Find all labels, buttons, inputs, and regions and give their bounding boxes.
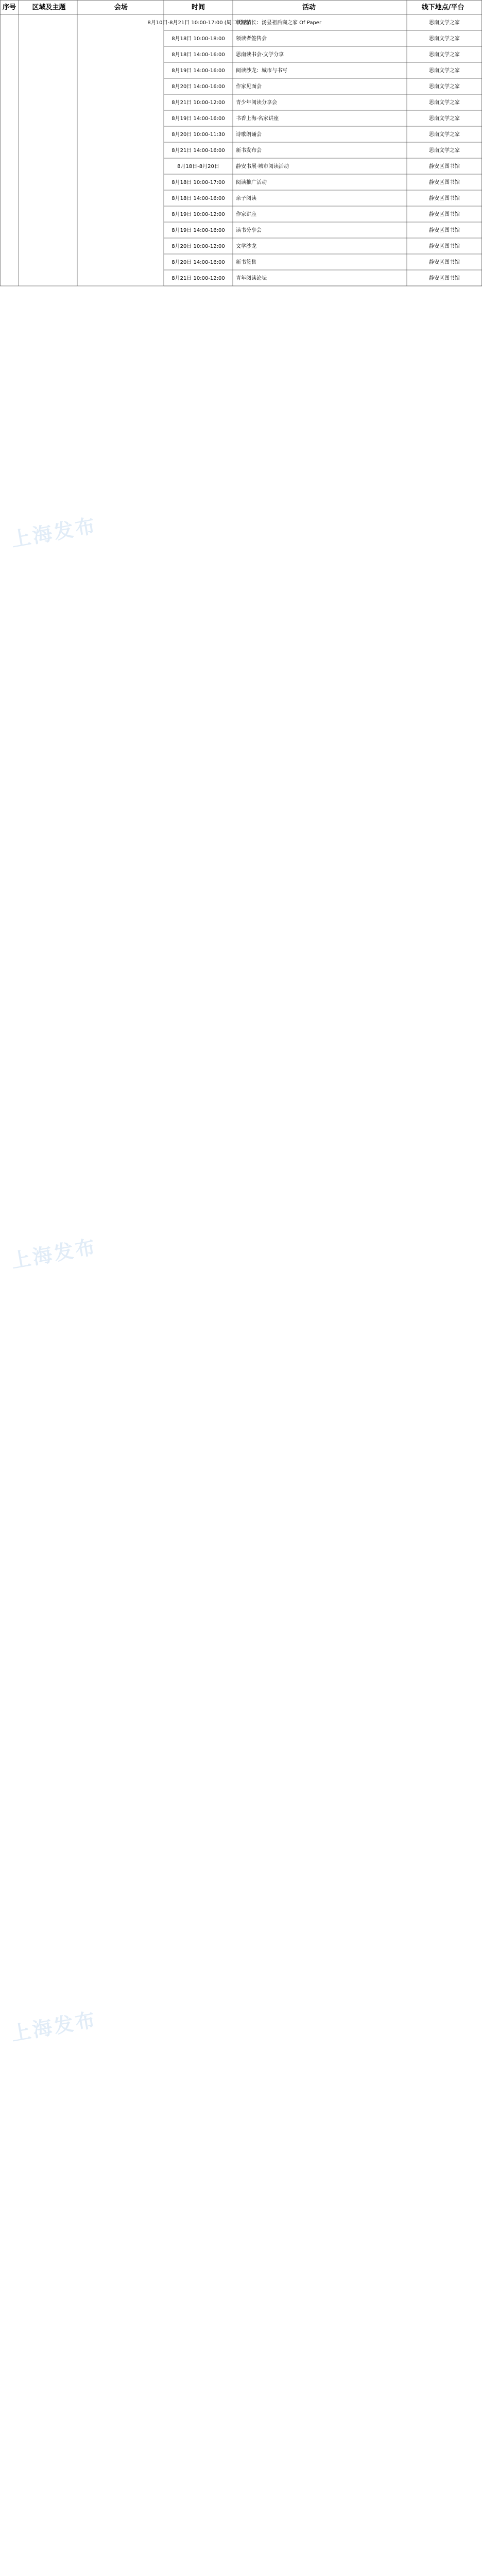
header-time: 时间 — [191, 4, 205, 11]
event-location: 思南文学之家 — [429, 84, 460, 90]
event-time: 8月18日-8月20日 — [177, 164, 219, 170]
event-location: 静安区图书馆 — [429, 276, 460, 281]
event-time: 8月18日 10:00-18:00 — [171, 36, 225, 42]
event-title: 阅读推广活动 — [236, 180, 267, 185]
header-venue: 会场 — [114, 4, 128, 11]
event-location: 静安区图书馆 — [429, 260, 460, 265]
event-time: 8月19日 14:00-16:00 — [171, 68, 225, 74]
event-location: 静安区图书馆 — [429, 212, 460, 217]
event-location: 思南文学之家 — [429, 68, 460, 74]
event-title: 新书发布会 — [236, 148, 262, 154]
event-title: 书香上海·名家讲座 — [236, 116, 279, 122]
event-title: 诗歌朗诵会 — [236, 132, 262, 138]
event-title: 作家见面会 — [236, 84, 262, 90]
event-time: 8月19日 14:00-16:00 — [171, 116, 225, 122]
header-index: 序号 — [2, 4, 16, 11]
event-title: 新书签售 — [236, 260, 256, 265]
watermark: 上海发布 — [9, 1235, 99, 1273]
event-time: 8月21日 14:00-16:00 — [171, 148, 225, 154]
watermark: 上海发布 — [9, 514, 99, 551]
header-location: 线下地点/平台 — [421, 4, 464, 11]
watermark: 上海发布 — [9, 2008, 99, 2045]
header-district: 区域及主题 — [32, 4, 66, 11]
event-location: 思南文学之家 — [429, 132, 460, 138]
event-location: 思南文学之家 — [429, 100, 460, 106]
event-title: 文学沙龙 — [236, 244, 256, 249]
event-title: 领读者签售会 — [236, 36, 267, 42]
event-location: 静安区图书馆 — [429, 228, 460, 233]
event-location: 思南文学之家 — [429, 36, 460, 42]
event-time: 8月21日 10:00-12:00 — [171, 100, 225, 106]
event-location: 静安区图书馆 — [429, 164, 460, 170]
event-time: 8月20日 10:00-11:30 — [171, 132, 225, 138]
event-location: 静安区图书馆 — [429, 180, 460, 185]
event-title: 思南读书会·文学分享 — [236, 52, 284, 58]
event-time: 8月19日 10:00-12:00 — [171, 212, 225, 217]
event-time: 8月18日 14:00-16:00 — [171, 196, 225, 201]
event-time: 8月19日 14:00-16:00 — [171, 228, 225, 233]
event-location: 静安区图书馆 — [429, 244, 460, 249]
event-location: 思南文学之家 — [429, 116, 460, 122]
event-time: 8月20日 10:00-12:00 — [171, 244, 225, 249]
event-time: 8月21日 10:00-12:00 — [171, 276, 225, 281]
event-time: 8月10日-8月21日 10:00-17:00 (周二闭馆) — [147, 20, 249, 26]
event-title: 亲子阅读 — [236, 196, 256, 201]
event-title: 阅读沙龙：城市与书写 — [236, 68, 287, 74]
event-time: 8月18日 10:00-17:00 — [171, 180, 225, 185]
event-time: 8月20日 14:00-16:00 — [171, 84, 225, 90]
event-title: 纸短情长：汤显祖后裔之家 Of Paper — [236, 20, 322, 26]
event-time: 8月18日 14:00-16:00 — [171, 52, 225, 58]
event-time: 8月20日 14:00-16:00 — [171, 260, 225, 265]
event-title: 青年阅读论坛 — [236, 276, 267, 281]
event-title: 作家讲座 — [236, 212, 256, 217]
event-title: 青少年阅读分享会 — [236, 100, 277, 106]
event-title: 静安书展·城市阅读活动 — [236, 164, 289, 170]
event-title: 读书分享会 — [236, 228, 262, 233]
header-event: 活动 — [302, 4, 316, 11]
event-location: 思南文学之家 — [429, 148, 460, 154]
event-location: 静安区图书馆 — [429, 196, 460, 201]
event-location: 思南文学之家 — [429, 20, 460, 26]
event-location: 思南文学之家 — [429, 52, 460, 58]
